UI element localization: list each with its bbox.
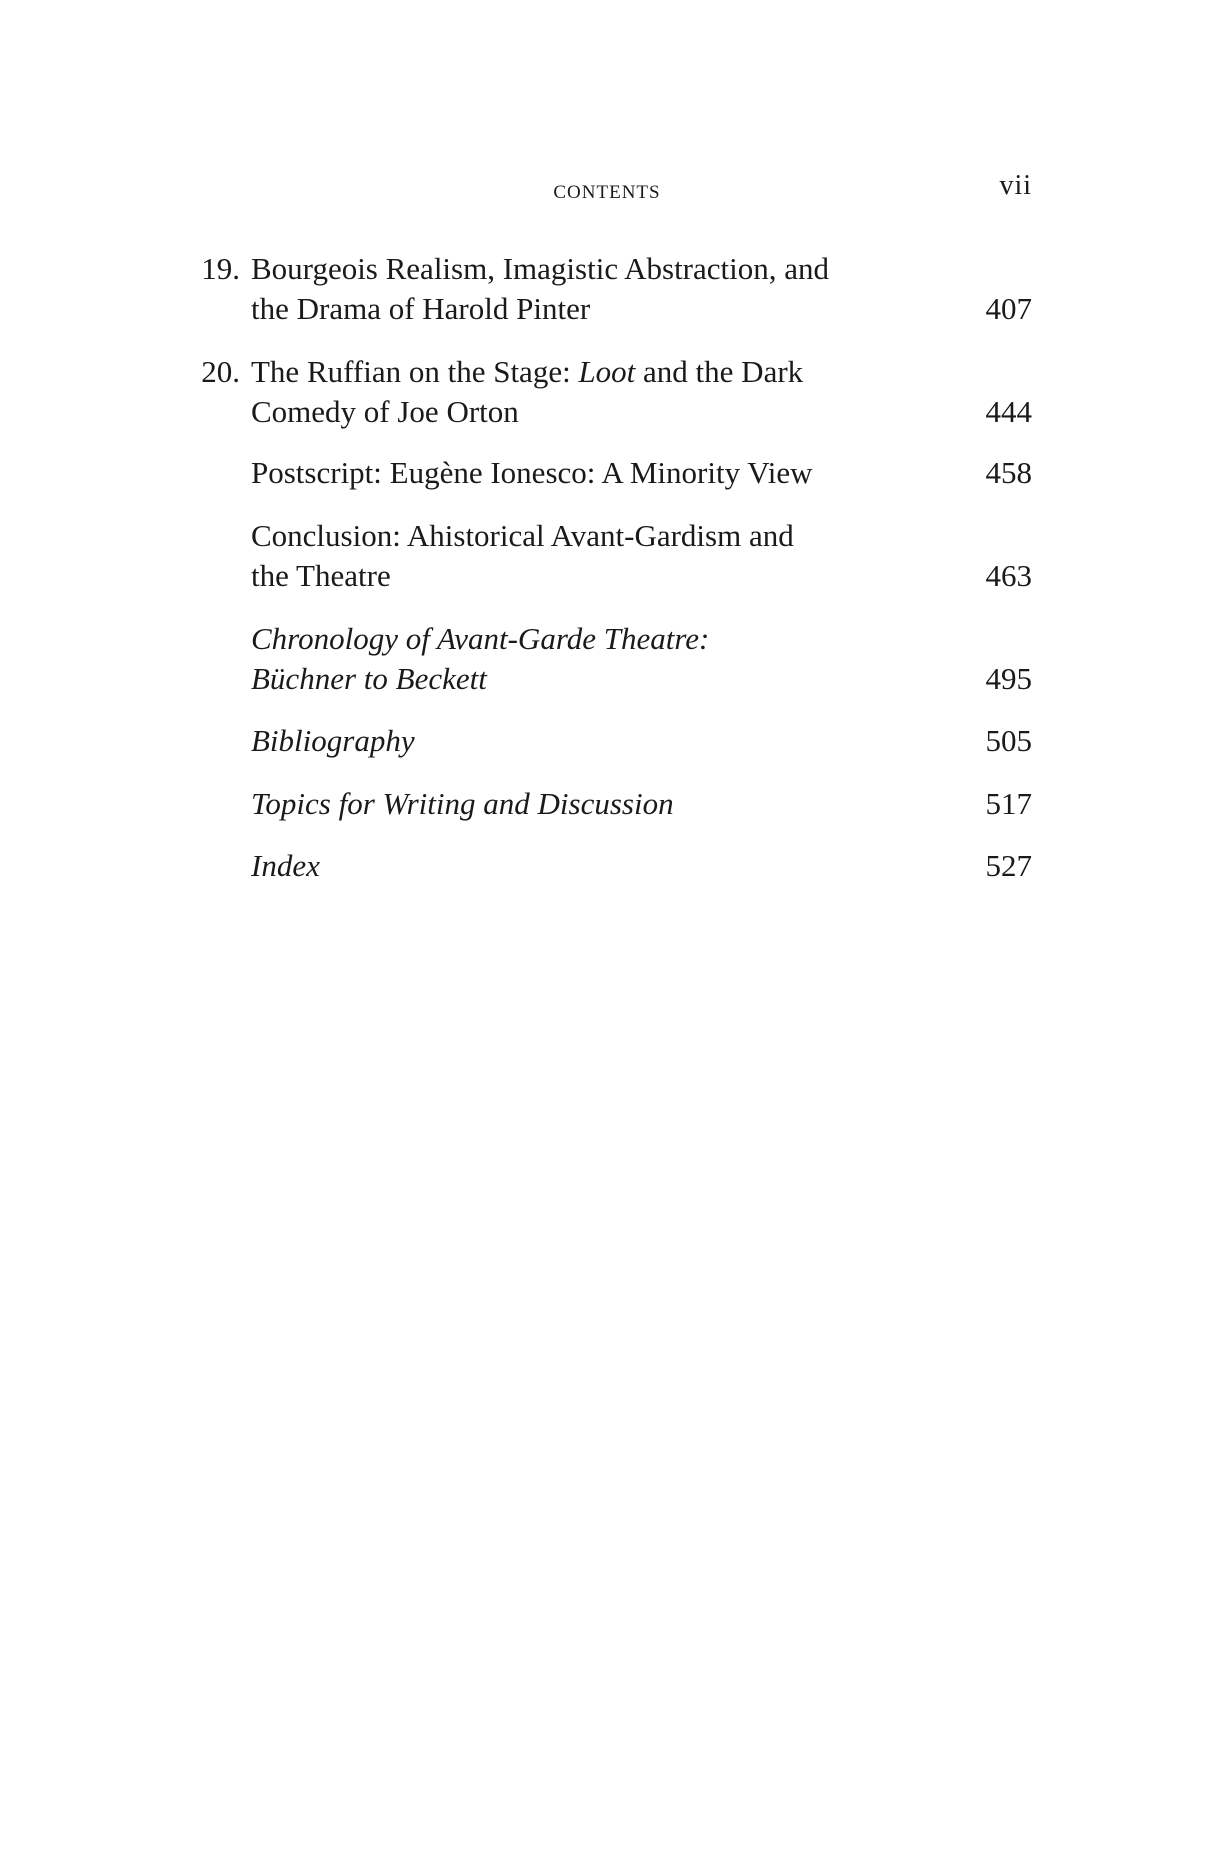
entry-title	[251, 352, 931, 432]
entry-title: Postscript: Eugène Ionesco: A Minority View	[251, 455, 813, 490]
title-line	[251, 352, 931, 392]
entry-page: 458	[985, 455, 1032, 490]
entry-title	[251, 516, 931, 596]
entry-page: 517	[985, 786, 1032, 821]
title-line: Bourgeois Realism, Imagistic Abstraction, and	[251, 251, 830, 286]
chapter-number: 20.	[201, 354, 240, 389]
entry-title: Bibliography	[251, 723, 415, 758]
toc-entry	[180, 516, 1032, 596]
entry-page: 505	[985, 723, 1032, 758]
title-italic: Loot	[578, 354, 636, 389]
page-number: vii	[999, 170, 1032, 201]
toc-entry	[180, 846, 1032, 886]
title-line: Comedy of Joe Orton	[251, 394, 519, 429]
entry-title: Topics for Writing and Discussion	[251, 786, 674, 821]
toc-entry	[180, 721, 1032, 761]
entry-page: 463	[985, 558, 1032, 593]
toc-entry	[180, 249, 1032, 329]
title-line: Büchner to Beckett	[251, 661, 487, 696]
title-line: Chronology of Avant-Garde Theatre:	[251, 621, 710, 656]
toc-entry	[180, 352, 1032, 432]
entry-title: Index	[251, 848, 320, 883]
title-text: The Ruffian on the Stage:	[251, 354, 579, 389]
title-line: the Theatre	[251, 558, 391, 593]
toc-entry	[180, 453, 1032, 493]
entry-page: 495	[985, 661, 1032, 696]
entry-page: 444	[985, 394, 1032, 429]
entry-title	[251, 249, 931, 329]
toc-entry	[180, 784, 1032, 824]
toc-entry	[180, 619, 1032, 699]
entry-page: 407	[985, 291, 1032, 326]
entry-title	[251, 619, 931, 699]
running-header-title: contents	[553, 174, 661, 204]
entry-page: 527	[985, 848, 1032, 883]
title-line: Conclusion: Ahistorical Avant-Gardism and	[251, 518, 794, 553]
chapter-number: 19.	[201, 251, 240, 286]
title-text: and the Dark	[635, 354, 804, 389]
title-line: the Drama of Harold Pinter	[251, 291, 591, 326]
